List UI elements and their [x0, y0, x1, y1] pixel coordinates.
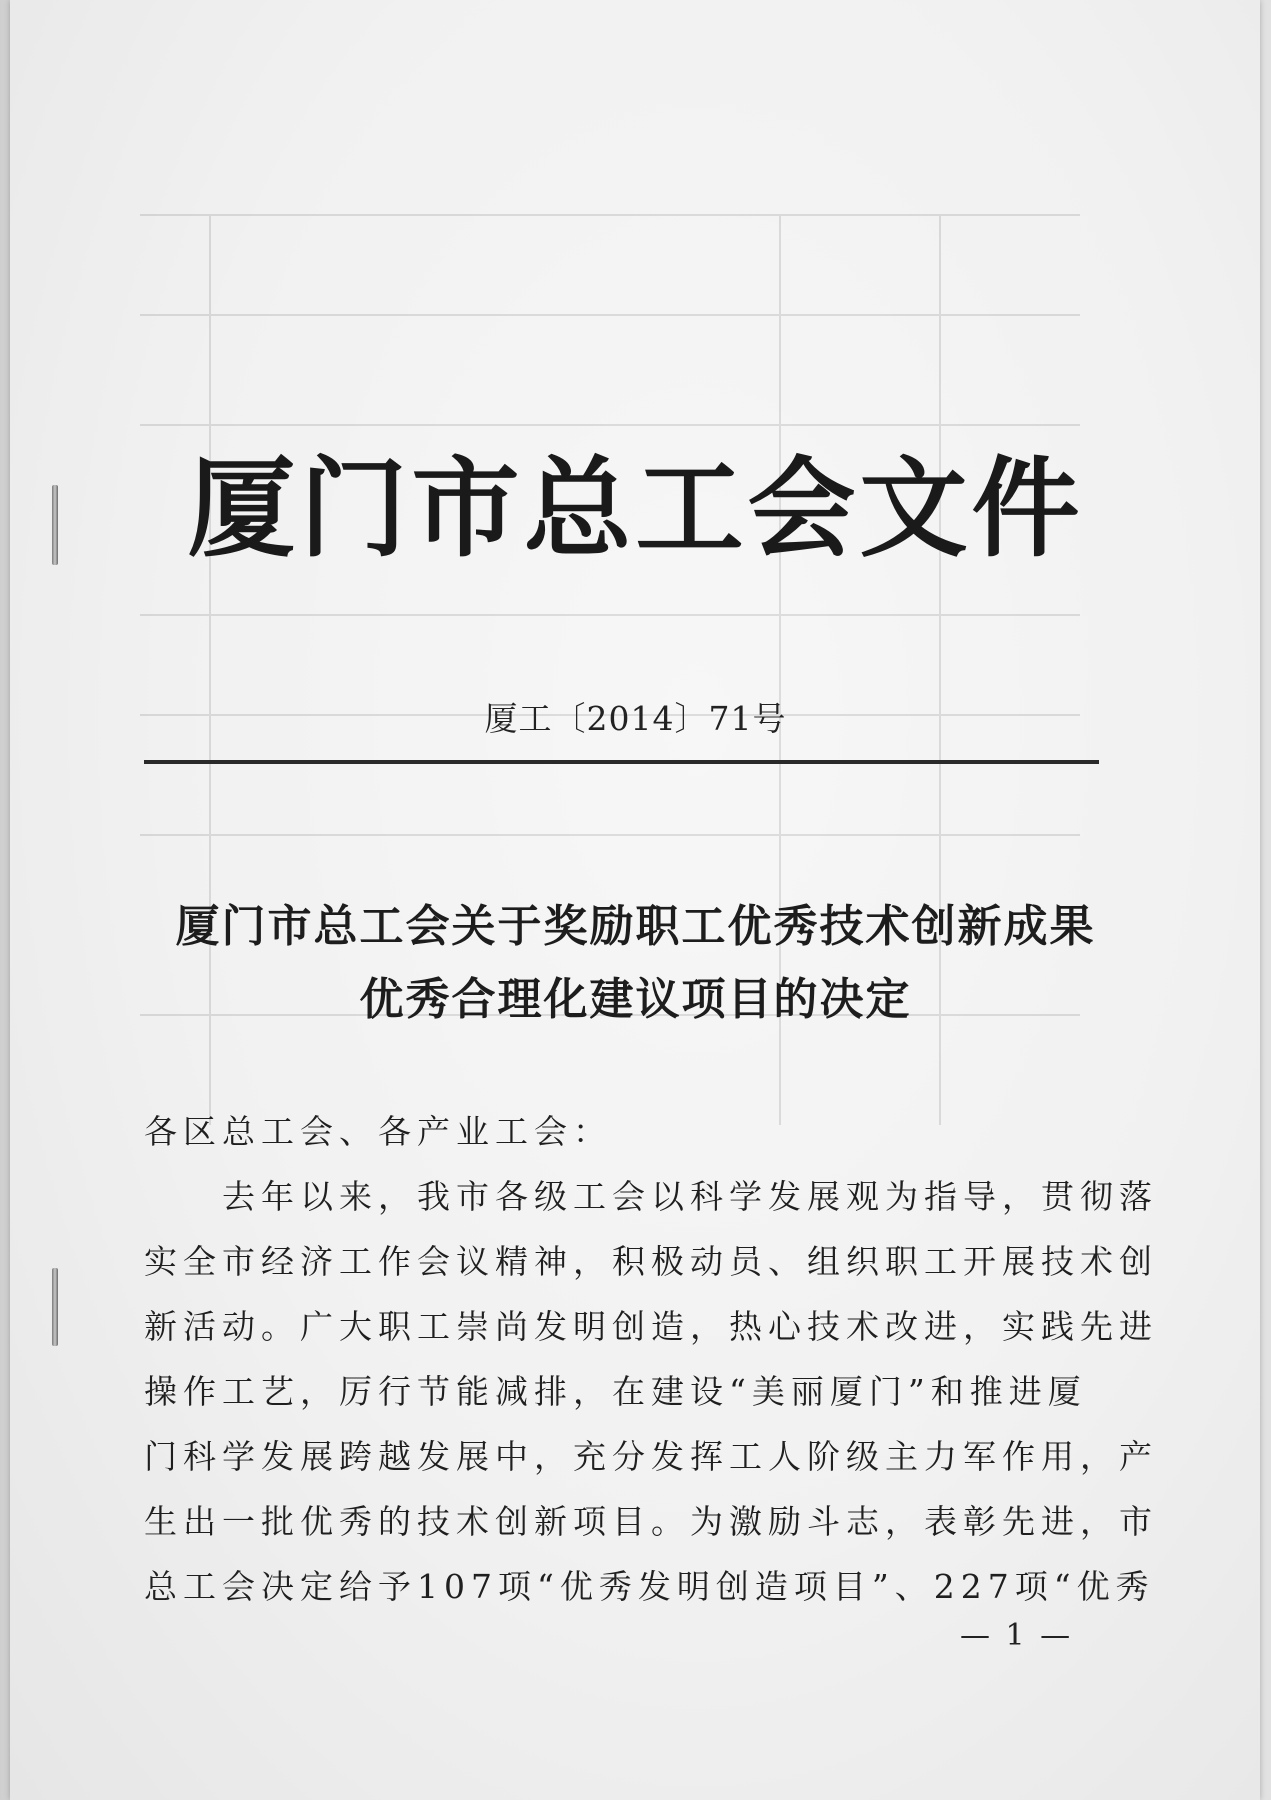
document-number: 厦工〔2014〕71号 — [484, 699, 787, 738]
decision-title-line-2: 优秀合理化建议项目的决定 — [359, 974, 912, 1025]
staple-mark-bottom — [52, 1268, 58, 1346]
body-line: 生出一批优秀的技术创新项目。为激励斗志，表彰先进，市 — [144, 1502, 1158, 1541]
body-line: 操作工艺，厉行节能减排，在建设“美丽厦门”和推进厦 — [144, 1372, 1087, 1411]
body-line: 总工会决定给予107项“优秀发明创造项目”、227项“优秀 — [144, 1567, 1155, 1606]
body-line: 去年以来，我市各级工会以科学发展观为指导，贯彻落 — [144, 1177, 1158, 1216]
issuer-header-title: 厦门市总工会文件 — [187, 446, 1084, 572]
salutation: 各区总工会、各产业工会： — [144, 1112, 612, 1151]
body-line: 实全市经济工作会议精神，积极动员、组织职工开展技术创 — [144, 1242, 1158, 1281]
body-line: 门科学发展跨越发展中，充分发挥工人阶级主力军作用，产 — [144, 1437, 1158, 1476]
header-divider-line — [144, 760, 1099, 764]
decision-title-line-1: 厦门市总工会关于奖励职工优秀技术创新成果 — [175, 901, 1096, 952]
page-number: — 1 — — [960, 1618, 1074, 1653]
body-line: 新活动。广大职工崇尚发明创造，热心技术改进，实践先进 — [144, 1307, 1158, 1346]
